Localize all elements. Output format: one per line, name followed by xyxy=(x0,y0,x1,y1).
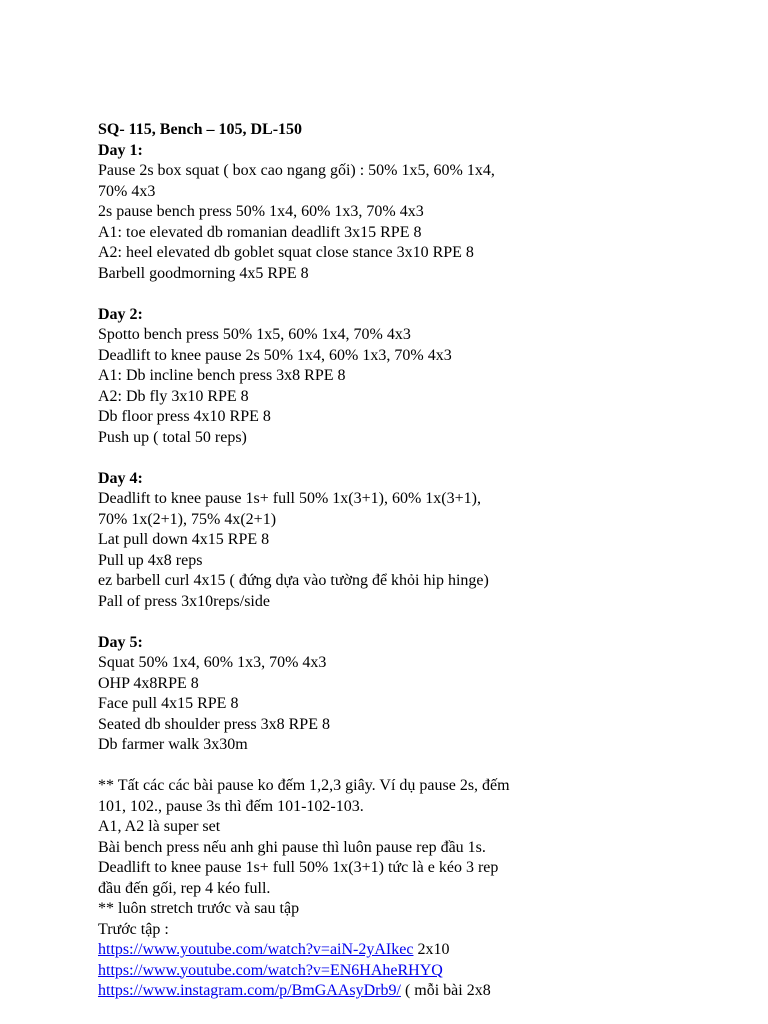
note-line: Deadlift to knee pause 1s+ full 50% 1x(3+1) tức là e kéo 3 rep xyxy=(98,859,499,876)
blank-line xyxy=(98,284,718,305)
maxes-header: SQ- 115, Bench – 105, DL-150 xyxy=(98,121,303,138)
day1-line: A2: heel elevated db goblet squat close stance 3x10 RPE 8 xyxy=(98,244,474,261)
day1-line: Pause 2s box squat ( box cao ngang gối) : 50% 1x5, 60% 1x4, xyxy=(98,162,495,179)
day1-line: Barbell goodmorning 4x5 RPE 8 xyxy=(98,264,309,282)
day1-title: Day 1: xyxy=(98,141,143,159)
link-line xyxy=(98,961,718,982)
blank-line xyxy=(98,448,718,469)
day2-line: Deadlift to knee pause 2s 50% 1x4, 60% 1x3, 70% 4x3 xyxy=(98,346,452,364)
day4-line: Deadlift to knee pause 1s+ full 50% 1x(3+1), 60% 1x(3+1), xyxy=(98,490,481,507)
link-line xyxy=(98,981,718,1002)
document-body xyxy=(98,120,718,1002)
link-suffix: 2x10 xyxy=(413,941,450,958)
note-line: A1, A2 là super set xyxy=(98,818,221,835)
day2-line: Push up ( total 50 reps) xyxy=(98,428,247,446)
link-line xyxy=(98,940,718,961)
day1-line: 70% 4x3 xyxy=(98,182,156,200)
blank-line xyxy=(98,612,718,633)
day1-line: A1: toe elevated db romanian deadlift 3x15 RPE 8 xyxy=(98,223,422,241)
note-line: ** Tất các các bài pause ko đếm 1,2,3 giây. Ví dụ pause 2s, đếm xyxy=(98,777,510,794)
link-suffix: ( mỗi bài 2x8 xyxy=(400,982,491,999)
day5-line: Seated db shoulder press 3x8 RPE 8 xyxy=(98,715,330,733)
day2-line: Db floor press 4x10 RPE 8 xyxy=(98,408,271,425)
youtube-link-2[interactable]: https://www.youtube.com/watch?v=EN6HAheRHYQ xyxy=(98,961,443,979)
instagram-link[interactable]: https://www.instagram.com/p/BmGAAsyDrb9/ xyxy=(98,982,401,999)
day4-line: Pall of press 3x10reps/side xyxy=(98,592,270,610)
day4-line: 70% 1x(2+1), 75% 4x(2+1) xyxy=(98,510,277,528)
day2-line: A2: Db fly 3x10 RPE 8 xyxy=(98,387,249,405)
day5-title: Day 5: xyxy=(98,633,143,651)
day4-line: Lat pull down 4x15 RPE 8 xyxy=(98,531,270,548)
note-line: Bài bench press nếu anh ghi pause thì luôn pause rep đầu 1s. xyxy=(98,838,486,856)
day4-title: Day 4: xyxy=(98,469,143,487)
youtube-link-1[interactable]: https://www.youtube.com/watch?v=aiN-2yAIkec xyxy=(98,941,414,958)
note-line: đầu đến gối, rep 4 kéo full. xyxy=(98,879,271,897)
blank-line xyxy=(98,756,718,777)
day1-line: 2s pause bench press 50% 1x4, 60% 1x3, 70% 4x3 xyxy=(98,203,424,220)
day2-title: Day 2: xyxy=(98,305,143,323)
day4-line: Pull up 4x8 reps xyxy=(98,551,203,569)
day2-line: Spotto bench press 50% 1x5, 60% 1x4, 70% 4x3 xyxy=(98,326,411,343)
day5-line: Face pull 4x15 RPE 8 xyxy=(98,695,239,712)
day2-line: A1: Db incline bench press 3x8 RPE 8 xyxy=(98,367,346,384)
day5-line: Db farmer walk 3x30m xyxy=(98,736,248,753)
day5-line: Squat 50% 1x4, 60% 1x3, 70% 4x3 xyxy=(98,654,327,671)
note-line: 101, 102., pause 3s thì đếm 101-102-103. xyxy=(98,797,364,815)
note-line: ** luôn stretch trước và sau tập xyxy=(98,900,300,917)
day5-line: OHP 4x8RPE 8 xyxy=(98,674,199,692)
day4-line: ez barbell curl 4x15 ( đứng dựa vào tường để khỏi hip hinge) xyxy=(98,572,489,589)
note-line: Trước tập : xyxy=(98,920,169,938)
